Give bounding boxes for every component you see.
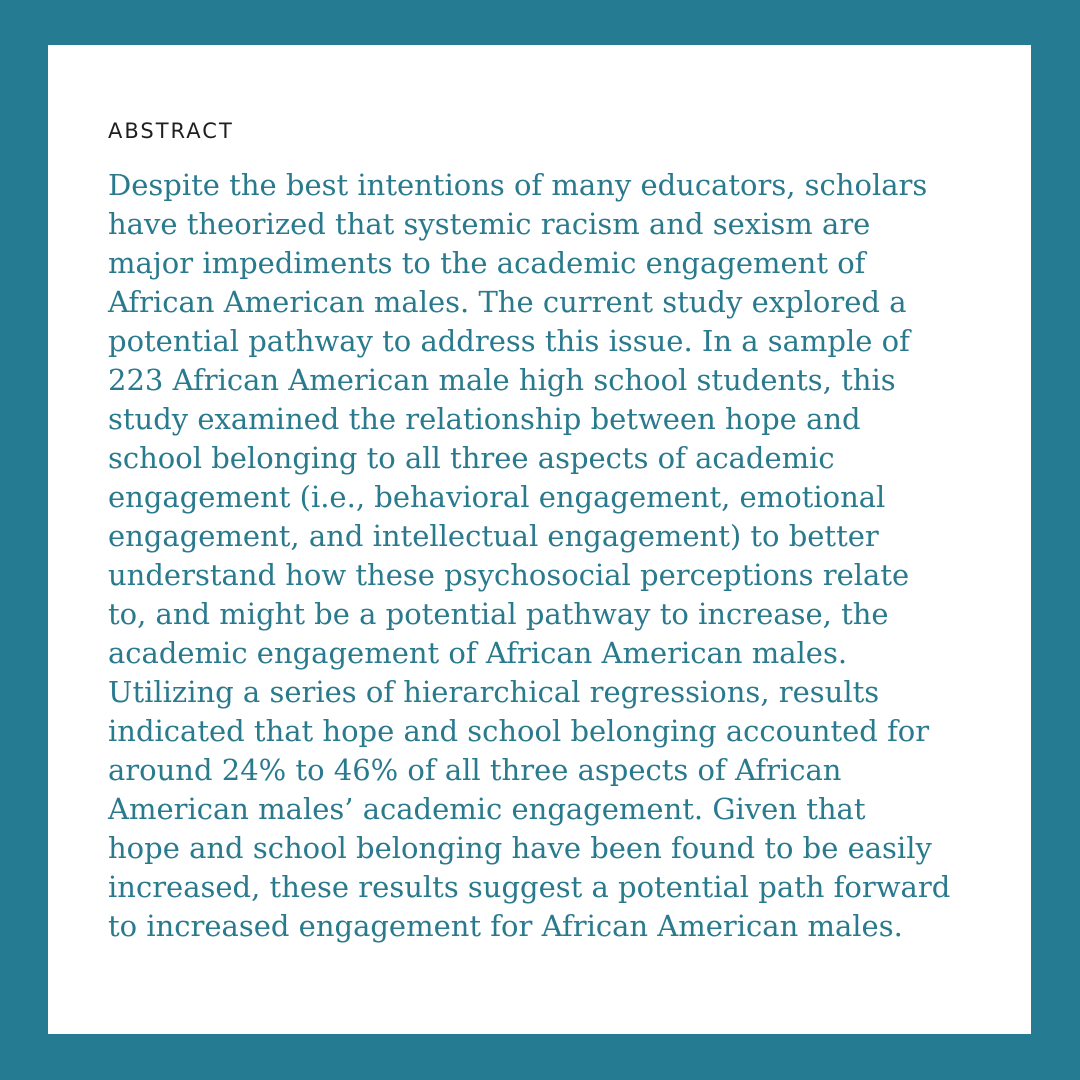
abstract-line: major impediments to the academic engagement of xyxy=(108,246,866,280)
abstract-line: Utilizing a series of hierarchical regressions, results xyxy=(108,675,880,709)
abstract-line: school belonging to all three aspects of academic xyxy=(108,441,835,475)
abstract-line: American males’ academic engagement. Given that xyxy=(108,792,866,826)
abstract-line: academic engagement of African American males. xyxy=(108,636,848,670)
abstract-line: increased, these results suggest a potential path forward xyxy=(108,870,951,904)
abstract-line: to, and might be a potential pathway to increase, the xyxy=(108,597,889,631)
abstract-card xyxy=(48,45,1031,1034)
abstract-line: engagement, and intellectual engagement) to better xyxy=(108,519,879,553)
abstract-line: 223 African American male high school students, this xyxy=(108,363,896,397)
abstract-line: to increased engagement for African American males. xyxy=(108,909,903,943)
abstract-line: indicated that hope and school belonging accounted for xyxy=(108,714,930,748)
abstract-line: understand how these psychosocial perceptions relate xyxy=(108,558,910,592)
abstract-line: potential pathway to address this issue. In a sample of xyxy=(108,324,910,358)
abstract-line: have theorized that systemic racism and sexism are xyxy=(108,207,871,241)
abstract-line: around 24% to 46% of all three aspects of African xyxy=(108,753,842,787)
abstract-line: engagement (i.e., behavioral engagement, emotional xyxy=(108,480,886,514)
abstract-heading: ABSTRACT xyxy=(108,119,234,143)
abstract-line: hope and school belonging have been found to be easily xyxy=(108,831,932,865)
abstract-line: African American males. The current study explored a xyxy=(108,285,907,319)
abstract-line: Despite the best intentions of many educators, scholars xyxy=(108,168,928,202)
abstract-line: study examined the relationship between hope and xyxy=(108,402,861,436)
abstract-body xyxy=(108,166,1008,946)
